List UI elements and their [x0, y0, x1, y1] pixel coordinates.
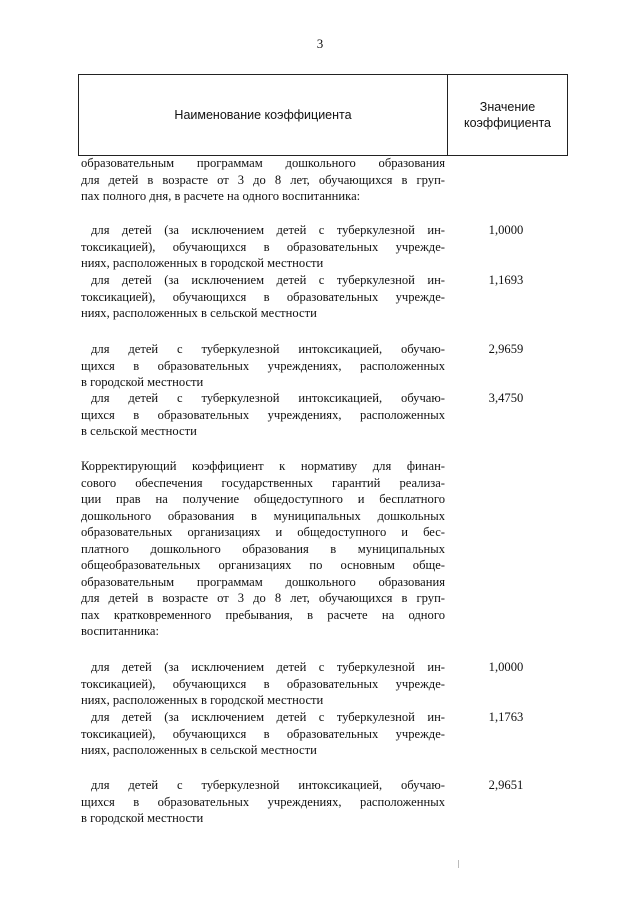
- text-line: пах кратковременного пребывания, в расчете на одного: [81, 607, 445, 622]
- text-line: ниях, расположенных в городской местности: [81, 693, 324, 707]
- text-line: дошкольного образования в муниципальных дошкольных: [81, 508, 445, 523]
- coefficient-value: 2,9659: [488, 342, 524, 356]
- coefficient-value: 2,9651: [488, 778, 524, 792]
- text-line: образовательным программам дошкольного образования: [81, 156, 445, 170]
- text-line: общеобразовательных организациях по основным обще-: [81, 558, 445, 572]
- text-line: пах полного дня, в расчете на одного воспитанника:: [81, 189, 361, 203]
- text-line: в сельской местности: [81, 424, 197, 438]
- coefficient-value: 3,4750: [488, 391, 524, 405]
- text-line: для детей (за исключением детей с туберкулезной ин-: [91, 660, 445, 674]
- coefficient-value: 1,0000: [488, 660, 524, 674]
- text-line: в городской местности: [81, 375, 204, 389]
- coefficient-row-text: [81, 222, 445, 272]
- intro-paragraph: [81, 155, 445, 205]
- text-line: образовательным программам дошкольного образования: [81, 574, 445, 589]
- coefficient-value: 1,1763: [488, 710, 524, 724]
- column-header-value: Значение коэффициента: [463, 100, 552, 130]
- text-line: токсикацией), обучающихся в образовательных учрежде-: [81, 289, 445, 304]
- text-line: для детей с туберкулезной интоксикацией, обучаю-: [91, 778, 445, 792]
- text-line: щихся в образовательных учреждениях, расположенных: [81, 407, 445, 422]
- text-line: для детей с туберкулезной интоксикацией, обучаю-: [91, 342, 445, 356]
- text-line: для детей (за исключением детей с туберкулезной ин-: [91, 273, 445, 287]
- text-line: щихся в образовательных учреждениях, расположенных: [81, 794, 445, 809]
- text-line: для детей (за исключением детей с туберкулезной ин-: [91, 710, 445, 724]
- text-line: для детей (за исключением детей с туберкулезной ин-: [91, 223, 445, 237]
- text-line: в городской местности: [81, 811, 204, 825]
- text-line: ниях, расположенных в сельской местности: [81, 306, 317, 320]
- text-line: Корректирующий коэффициент к нормативу для финан-: [81, 459, 445, 473]
- coefficient-row-text: [81, 659, 445, 709]
- coefficient-row-text: [81, 390, 445, 440]
- text-line: щихся в образовательных учреждениях, расположенных: [81, 358, 445, 373]
- coefficient-row-text: [81, 709, 445, 759]
- coefficient-row-text: [81, 341, 445, 391]
- coefficient-row-text: [81, 272, 445, 322]
- text-line: воспитанника:: [81, 624, 160, 638]
- text-line: токсикацией), обучающихся в образовательных учрежде-: [81, 676, 445, 691]
- text-line: для детей в возрасте от 3 до 8 лет, обучающихся в груп-: [81, 591, 445, 605]
- coefficient-row-text: [81, 777, 445, 827]
- text-line: токсикацией), обучающихся в образовательных учрежде-: [81, 239, 445, 254]
- coefficient-value: 1,0000: [488, 223, 524, 237]
- corrective-coefficient-paragraph: [81, 458, 445, 640]
- text-line: платного дошкольного образования в муниципальных: [81, 541, 445, 556]
- table-header: [78, 74, 568, 156]
- text-line: ниях, расположенных в сельской местности: [81, 743, 317, 757]
- text-line: ции прав на получение общедоступного и бесплатного: [81, 492, 445, 506]
- page-number: 3: [316, 36, 324, 51]
- text-line: токсикацией), обучающихся в образовательных учрежде-: [81, 726, 445, 741]
- scan-artifact: [458, 860, 459, 868]
- text-line: для детей в возрасте от 3 до 8 лет, обучающихся в груп-: [81, 172, 445, 187]
- text-line: образовательных организациях и общедоступного и бес-: [81, 525, 445, 539]
- text-line: для детей с туберкулезной интоксикацией, обучаю-: [91, 391, 445, 405]
- column-header-name: Наименование коэффициента: [174, 108, 352, 122]
- text-line: ниях, расположенных в городской местности: [81, 256, 324, 270]
- text-line: сового обеспечения государственных гарантий реализа-: [81, 475, 445, 490]
- coefficient-value: 1,1693: [488, 273, 524, 287]
